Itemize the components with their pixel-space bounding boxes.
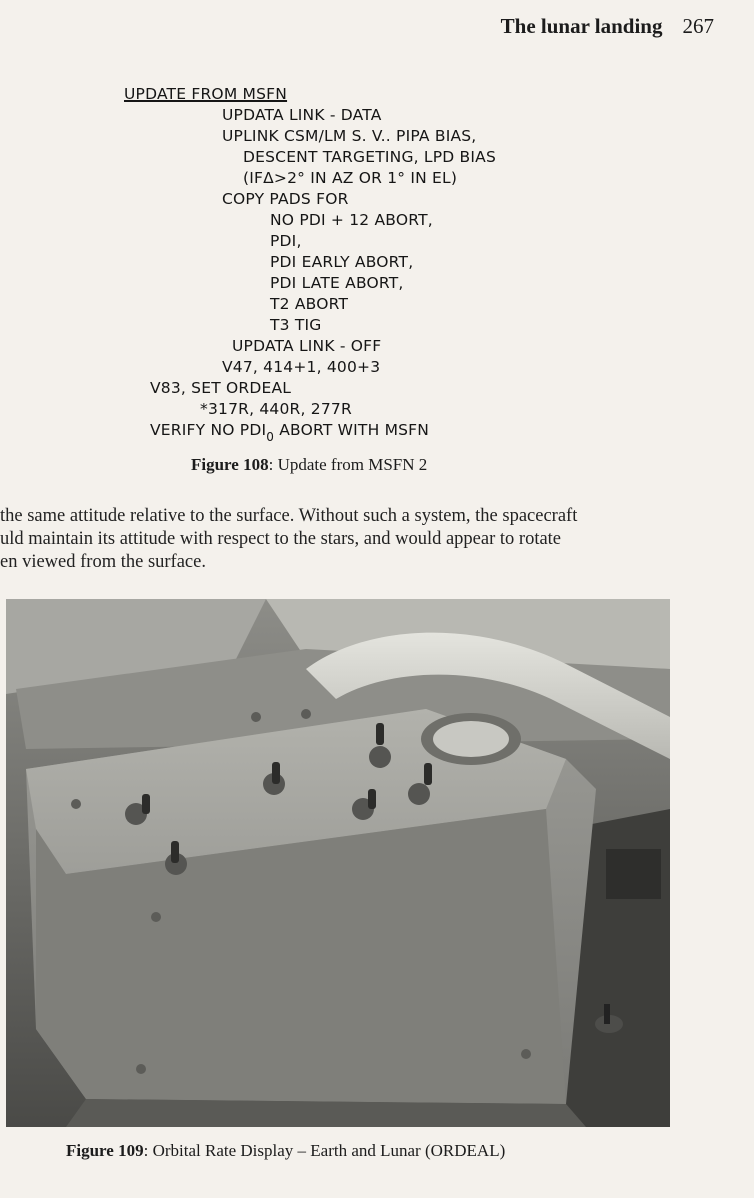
listing-line: PDI LATE ABORT,	[270, 274, 404, 292]
listing-line: UPDATA LINK - DATA	[222, 106, 382, 124]
chapter-title: The lunar landing	[500, 14, 663, 38]
figure-109-caption	[66, 1141, 505, 1161]
listing-line: COPY PADS FOR	[222, 190, 349, 208]
running-head	[501, 14, 714, 39]
figure-108-caption	[191, 455, 427, 475]
listing-line: DESCENT TARGETING, LPD BIAS	[243, 148, 497, 166]
listing-line: T2 ABORT	[270, 295, 349, 313]
figure-109-text: : Orbital Rate Display – Earth and Lunar (ORDEAL)	[143, 1141, 506, 1160]
procedure-listing	[0, 84, 754, 444]
listing-line: UPDATA LINK - OFF	[232, 337, 382, 355]
ordeal-photo-drawing	[6, 599, 670, 1127]
listing-line-verify	[150, 420, 430, 444]
listing-line: V83, SET ORDEAL	[150, 379, 292, 397]
verify-text-tail: ABORT WITH MSFN	[279, 421, 430, 439]
body-line: the same attitude relative to the surface. Without such a system, the spacecraft	[0, 506, 578, 526]
body-line: uld maintain its attitude with respect to the stars, and would appear to rotate	[0, 529, 562, 549]
listing-line: (IFΔ>2° IN AZ OR 1° IN EL)	[243, 169, 458, 187]
listing-line: PDI EARLY ABORT,	[270, 253, 414, 271]
listing-heading: UPDATE FROM MSFN	[124, 85, 288, 103]
body-paragraph	[0, 505, 714, 574]
listing-line: NO PDI + 12 ABORT,	[270, 211, 433, 229]
page-number: 267	[682, 14, 714, 38]
figure-109-label: Figure 109	[66, 1141, 144, 1160]
subscript-zero: 0	[266, 430, 275, 444]
figure-108-text: : Update from MSFN 2	[268, 455, 428, 474]
listing-line: V47, 414+1, 400+3	[222, 358, 381, 376]
listing-line: UPLINK CSM/LM S. V.. PIPA BIAS,	[222, 127, 477, 145]
figure-108-label: Figure 108	[191, 455, 269, 474]
verify-text: VERIFY NO PDI	[150, 421, 267, 439]
listing-line: PDI,	[270, 232, 302, 250]
body-line: en viewed from the surface.	[0, 552, 206, 572]
listing-line: T3 TIG	[270, 316, 322, 334]
ordeal-photograph	[6, 599, 670, 1127]
listing-line: *317R, 440R, 277R	[200, 400, 352, 418]
